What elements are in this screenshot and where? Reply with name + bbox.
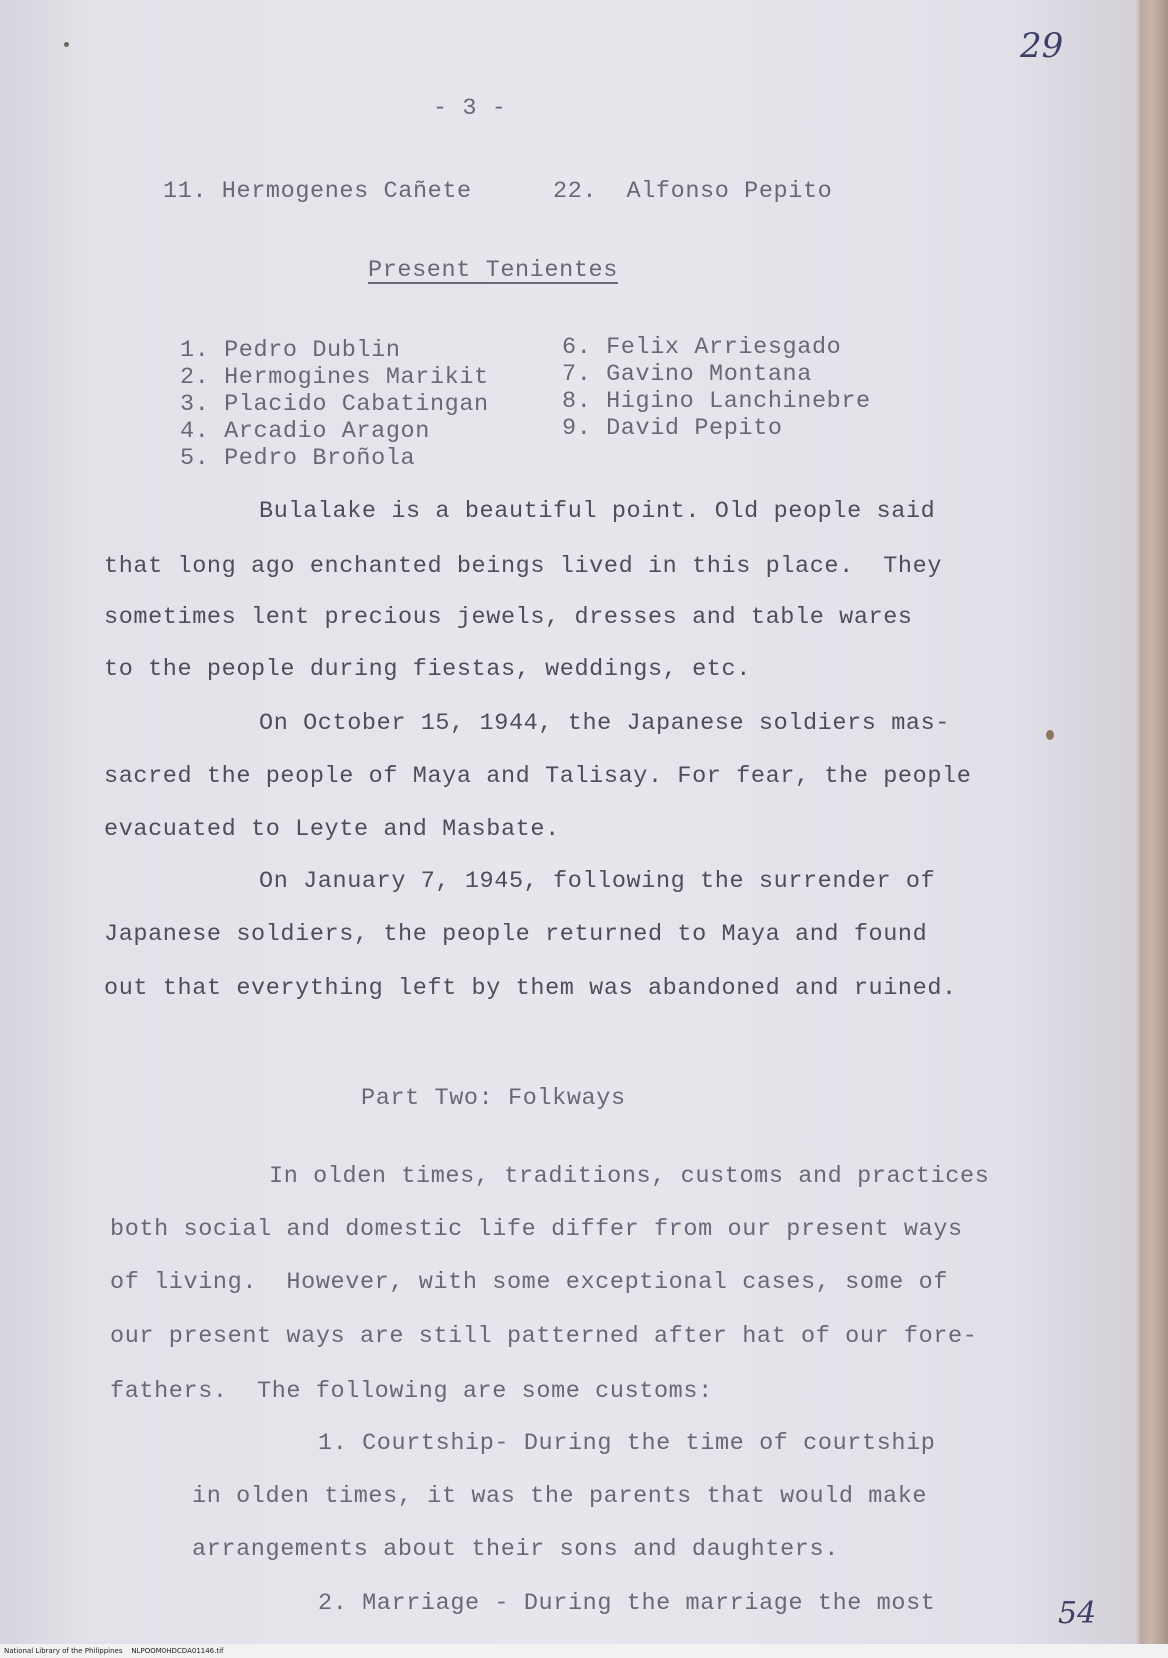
paragraph-line: On January 7, 1945, following the surrender of [259, 868, 936, 895]
paragraph-line: sometimes lent precious jewels, dresses and table wares [104, 604, 913, 631]
paragraph-line: in olden times, it was the parents that would make [192, 1483, 928, 1510]
ink-speck [1046, 730, 1054, 740]
archive-footer: National Library of the Philippines NLPOOM0HDCDA01146.tif [0, 1644, 1168, 1658]
paragraph-line: fathers. The following are some customs: [110, 1378, 713, 1405]
teniente-2: 2. Hermogines Marikit [180, 364, 489, 391]
paragraph-line: arrangements about their sons and daughters. [192, 1536, 839, 1563]
tenientes-heading: Present Tenientes [368, 257, 618, 284]
paragraph-line: out that everything left by them was abandoned and ruined. [104, 975, 957, 1002]
page-number: - 3 - [433, 95, 507, 122]
handwritten-page-number: 54 [1058, 1596, 1097, 1631]
ink-speck [64, 42, 69, 47]
paragraph-line: of living. However, with some exceptional cases, some of [110, 1269, 949, 1296]
teniente-3: 3. Placido Cabatingan [180, 391, 489, 418]
paragraph-line: to the people during fiestas, weddings, etc. [104, 656, 751, 683]
handwritten-folio-number: 29 [1020, 26, 1064, 66]
teniente-7: 7. Gavino Montana [562, 361, 812, 388]
teniente-6: 6. Felix Arriesgado [562, 334, 842, 361]
paragraph-line: Bulalake is a beautiful point. Old people said [259, 498, 936, 525]
teniente-4: 4. Arcadio Aragon [180, 418, 430, 445]
teniente-8: 8. Higino Lanchinebre [562, 388, 871, 415]
paragraph-line: Japanese soldiers, the people returned to Maya and found [104, 921, 928, 948]
teniente-9: 9. David Pepito [562, 415, 783, 442]
paragraph-line: 2. Marriage - During the marriage the most [318, 1590, 936, 1617]
paragraph-line: In olden times, traditions, customs and practices [269, 1163, 990, 1190]
paragraph-line: our present ways are still patterned after hat of our fore- [110, 1323, 978, 1350]
paragraph-line: evacuated to Leyte and Masbate. [104, 816, 560, 843]
paragraph-line: On October 15, 1944, the Japanese soldiers mas- [259, 710, 951, 737]
section-heading: Part Two: Folkways [361, 1085, 626, 1112]
paragraph-line: that long ago enchanted beings lived in this place. They [104, 553, 943, 580]
paragraph-line: both social and domestic life differ from our present ways [110, 1216, 963, 1243]
paragraph-line: 1. Courtship- During the time of courtship [318, 1430, 936, 1457]
teniente-5: 5. Pedro Broñola [180, 445, 416, 472]
binding-spine [1140, 0, 1168, 1658]
list-item-22: 22. Alfonso Pepito [553, 178, 833, 205]
paragraph-line: sacred the people of Maya and Talisay. For fear, the people [104, 763, 972, 790]
list-item-11: 11. Hermogenes Cañete [163, 178, 472, 205]
teniente-1: 1. Pedro Dublin [180, 337, 401, 364]
